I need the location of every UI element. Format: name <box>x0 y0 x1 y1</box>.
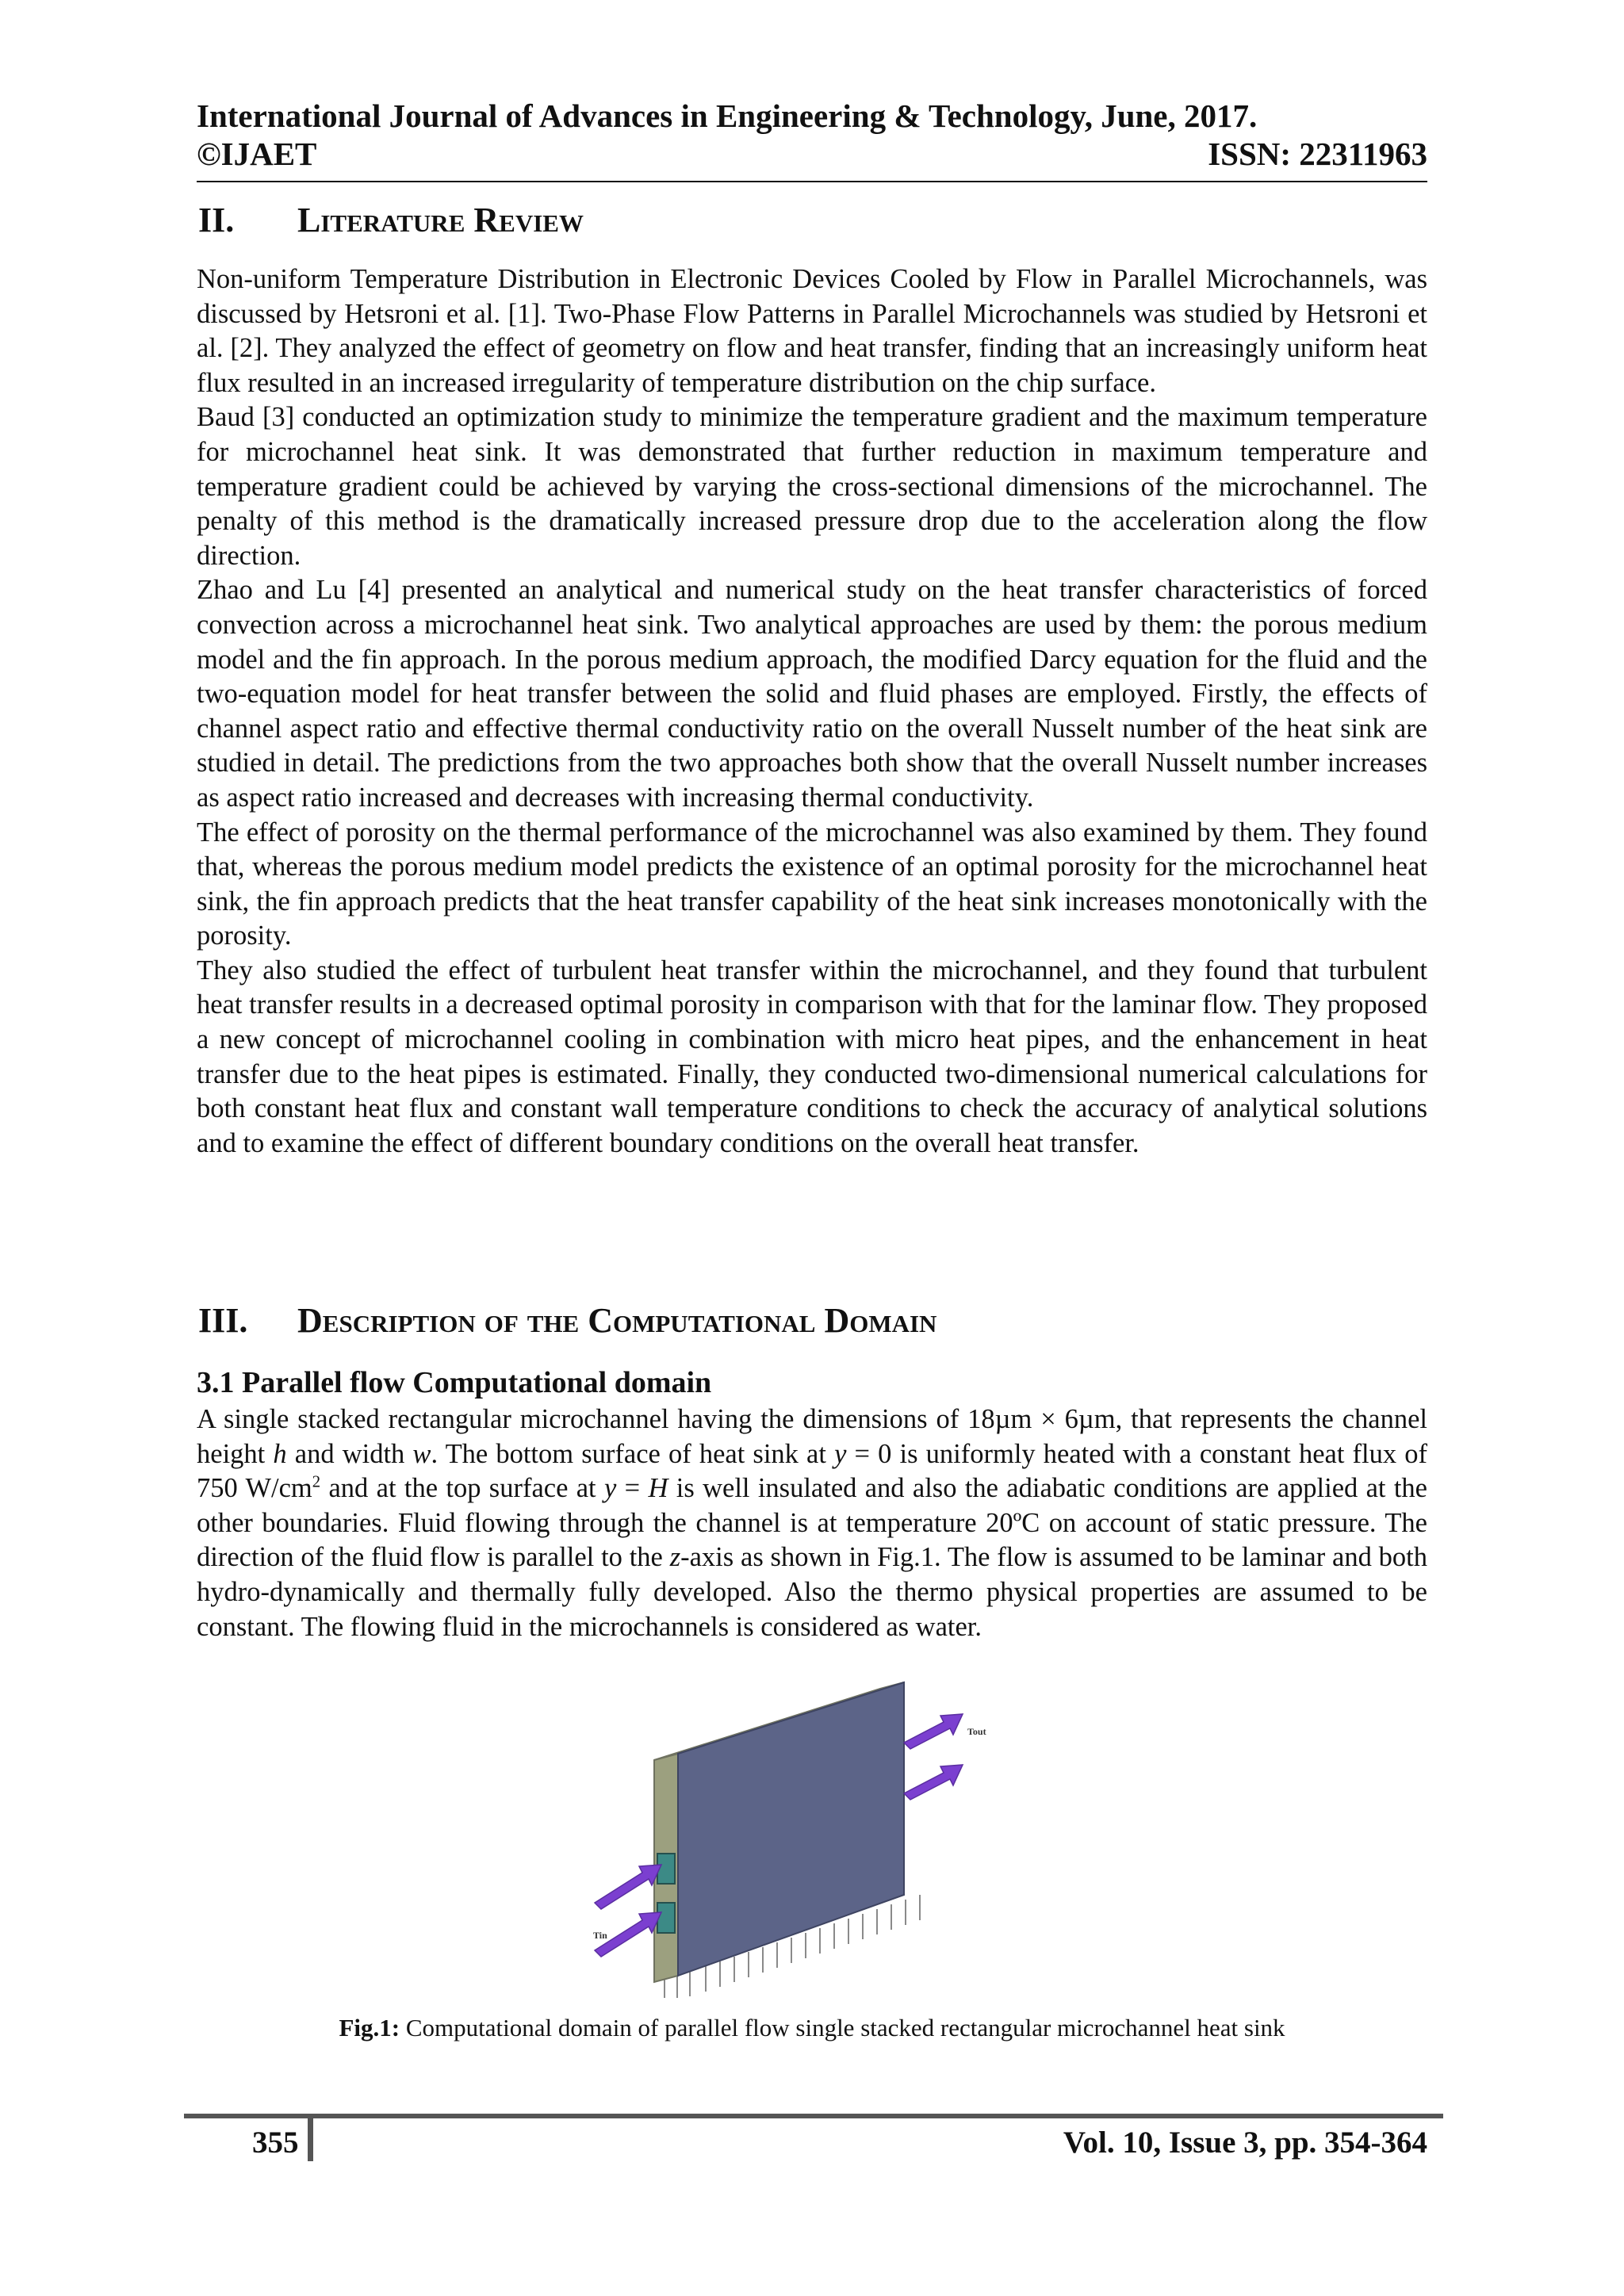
subsection-heading: 3.1 Parallel flow Computational domain <box>197 1366 712 1399</box>
caption-text: Computational domain of parallel flow single stacked rectangular microchannel heat sink <box>400 2014 1285 2042</box>
issn-label: ISSN: 22311963 <box>1208 136 1427 172</box>
heat-sink-figure <box>579 1665 1055 2014</box>
paragraph: Zhao and Lu [4] presented an analytical and numerical study on the heat transfer characteristics of forced convection across a microchannel heat sink. Two analytical approaches are used by them: the porous medium model and the fin approach. In the porous medium approach, the modified Darcy equation for the fluid and the two-equation model for heat transfer between the solid and fluid phases are employed. Firstly, the effects of channel aspect ratio and effective thermal conductivity ratio on the overall Nusselt number of the heat sink are studied in detail. The predictions from the two approaches both show that the overall Nusselt number increases as aspect ratio increased and decreases with increasing thermal conductivity. <box>197 575 1427 813</box>
footer-divider <box>308 2118 313 2161</box>
journal-title: International Journal of Advances in Engineering & Technology, June, 2017. <box>197 98 1258 134</box>
figure-caption <box>0 2014 1624 2042</box>
outlet-arrow-icon <box>904 1714 963 1800</box>
section-heading-computational-domain <box>198 1300 936 1341</box>
paragraph: Non-uniform Temperature Distribution in Electronic Devices Cooled by Flow in Parallel Microchannels, was discussed by Hetsroni et al. [1]. Two-Phase Flow Patterns in Parallel Microchannels was studied by Hetsroni et al. [2]. They analyzed the effect of geometry on flow and heat transfer, finding that an increasingly uniform heat flux resulted in an increased irregularity of temperature distribution on the chip surface. <box>197 264 1427 398</box>
page-number: 355 <box>252 2126 299 2160</box>
volume-info: Vol. 10, Issue 3, pp. 354-364 <box>1063 2126 1427 2160</box>
header-rule <box>197 181 1427 182</box>
paragraph: A single stacked rectangular microchannel having the dimensions of 18µm × 6µm, that represents the channel height h and width w. The bottom surface of heat sink at y = 0 is uniformly heated with a constant heat flux of 750 $W/cm^2$ and at the top surface at y = H is well insulated and also the adiabatic conditions are applied at the other boundaries. Fluid flowing through the channel is at temperature 20ºC on account of static pressure. The direction of the fluid flow is parallel to the z-axis as shown in Fig.1. The flow is assumed to be laminar and both hydro-dynamically and thermally fully developed. Also the thermo physical properties are assumed to be constant. The flowing fluid in the microchannels is considered as water. <box>197 1404 1427 1642</box>
paragraph: They also studied the effect of turbulent heat transfer within the microchannel, and they found that turbulent heat transfer results in a decreased optimal porosity in comparison with that for the laminar flow. They proposed a new concept of microchannel cooling in combination with micro heat pipes, and the enhancement in heat transfer due to the heat pipes is estimated. Finally, they conducted two-dimensional numerical calculations for both constant heat flux and constant wall temperature conditions to check the accuracy of analytical solutions and to examine the effect of different boundary conditions on the overall heat transfer. <box>197 955 1427 1158</box>
block-main-face <box>678 1682 904 1976</box>
section-title: Literature Review <box>297 201 584 239</box>
footer-rule <box>184 2114 1443 2118</box>
computational-domain-body <box>197 1402 1427 1644</box>
paragraph: The effect of porosity on the thermal performance of the microchannel was also examined by them. They found that, whereas the porous medium model predicts the existence of an optimal porosity for the microchannel heat sink, the fin approach predicts that the heat transfer capability of the heat sink increases monotonically with the porosity. <box>197 817 1427 951</box>
section-title: Description of the Computational Domain <box>297 1301 937 1340</box>
channel-inlet-bottom <box>657 1903 675 1933</box>
section-number: III. <box>198 1301 248 1340</box>
header-row <box>197 135 1427 173</box>
inlet-arrow-icon <box>595 1865 661 1957</box>
paragraph: Baud [3] conducted an optimization study to minimize the temperature gradient and the maximum temperature for microchannel heat sink. It was demonstrated that further reduction in maximum temperature and temperature gradient could be achieved by varying the cross-sectional dimensions of the microchannel. The penalty of this method is the dramatically increased pressure drop due to the acceleration along the flow direction. <box>197 402 1427 571</box>
literature-review-body <box>197 262 1427 1161</box>
section-number: II. <box>198 201 235 239</box>
inlet-temperature-label: Tin <box>593 1930 607 1941</box>
section-heading-literature-review <box>198 200 584 240</box>
outlet-temperature-label: Tout <box>967 1726 986 1737</box>
caption-label: Fig.1: <box>339 2014 400 2042</box>
publisher-label: ©IJAET <box>197 136 317 172</box>
